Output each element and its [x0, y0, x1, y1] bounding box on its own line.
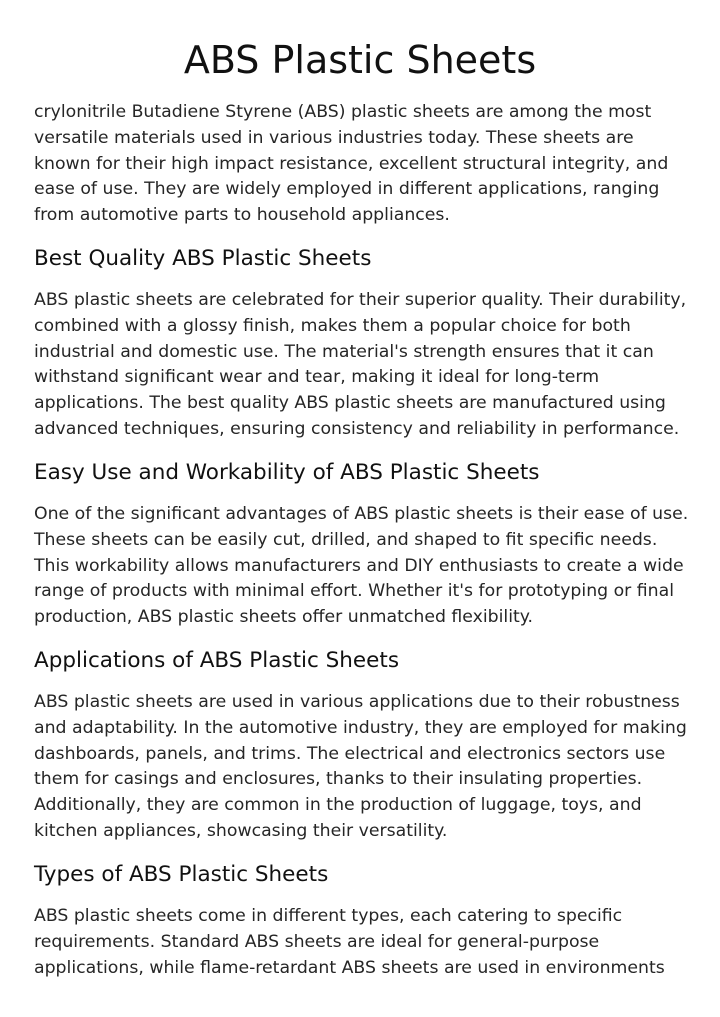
intro-paragraph: crylonitrile Butadiene Styrene (ABS) plastic sheets are among the most versatile materials used in various industries today. These sheets are known for their high impact resistance, excellent structural integrity, and ease of use. They are widely employed in different applications, ranging from automotive parts to household appliances. [34, 102, 669, 226]
page-title: ABS Plastic Sheets [183, 38, 537, 82]
section-body-best-quality: ABS plastic sheets are celebrated for their superior quality. Their durability, combined with a glossy finish, makes them a popular choice for both industrial and domestic use. The material's strength ensures that it can withstand significant wear and tear, making it ideal for long-term applications. The best quality ABS plastic sheets are manufactured using advanced techniques, ensuring consistency and reliability in performance. [34, 290, 687, 439]
section-body-easy-use: One of the significant advantages of ABS plastic sheets is their ease of use. These sheets can be easily cut, drilled, and shaped to fit specific needs. This workability allows manufacturers and DIY enthusiasts to create a wide range of products with minimal effort. Whether it's for prototyping or final production, ABS plastic sheets offer unmatched flexibility. [34, 504, 689, 628]
section-heading-best-quality: Best Quality ABS Plastic Sheets [34, 246, 372, 271]
section-heading-applications: Applications of ABS Plastic Sheets [34, 648, 400, 673]
section-body-types: ABS plastic sheets come in different types, each catering to specific requirements. Standard ABS sheets are ideal for general-purpose applications, while flame-retardant ABS sheets are used in environments [34, 906, 665, 978]
section-body-applications: ABS plastic sheets are used in various applications due to their robustness and adaptability. In the automotive industry, they are employed for making dashboards, panels, and trims. The electrical and electronics sectors use them for casings and enclosures, thanks to their insulating properties. Additionally, they are common in the production of luggage, toys, and kitchen appliances, showcasing their versatility. [34, 692, 687, 841]
section-heading-easy-use: Easy Use and Workability of ABS Plastic Sheets [34, 460, 540, 485]
section-heading-types: Types of ABS Plastic Sheets [34, 862, 329, 887]
